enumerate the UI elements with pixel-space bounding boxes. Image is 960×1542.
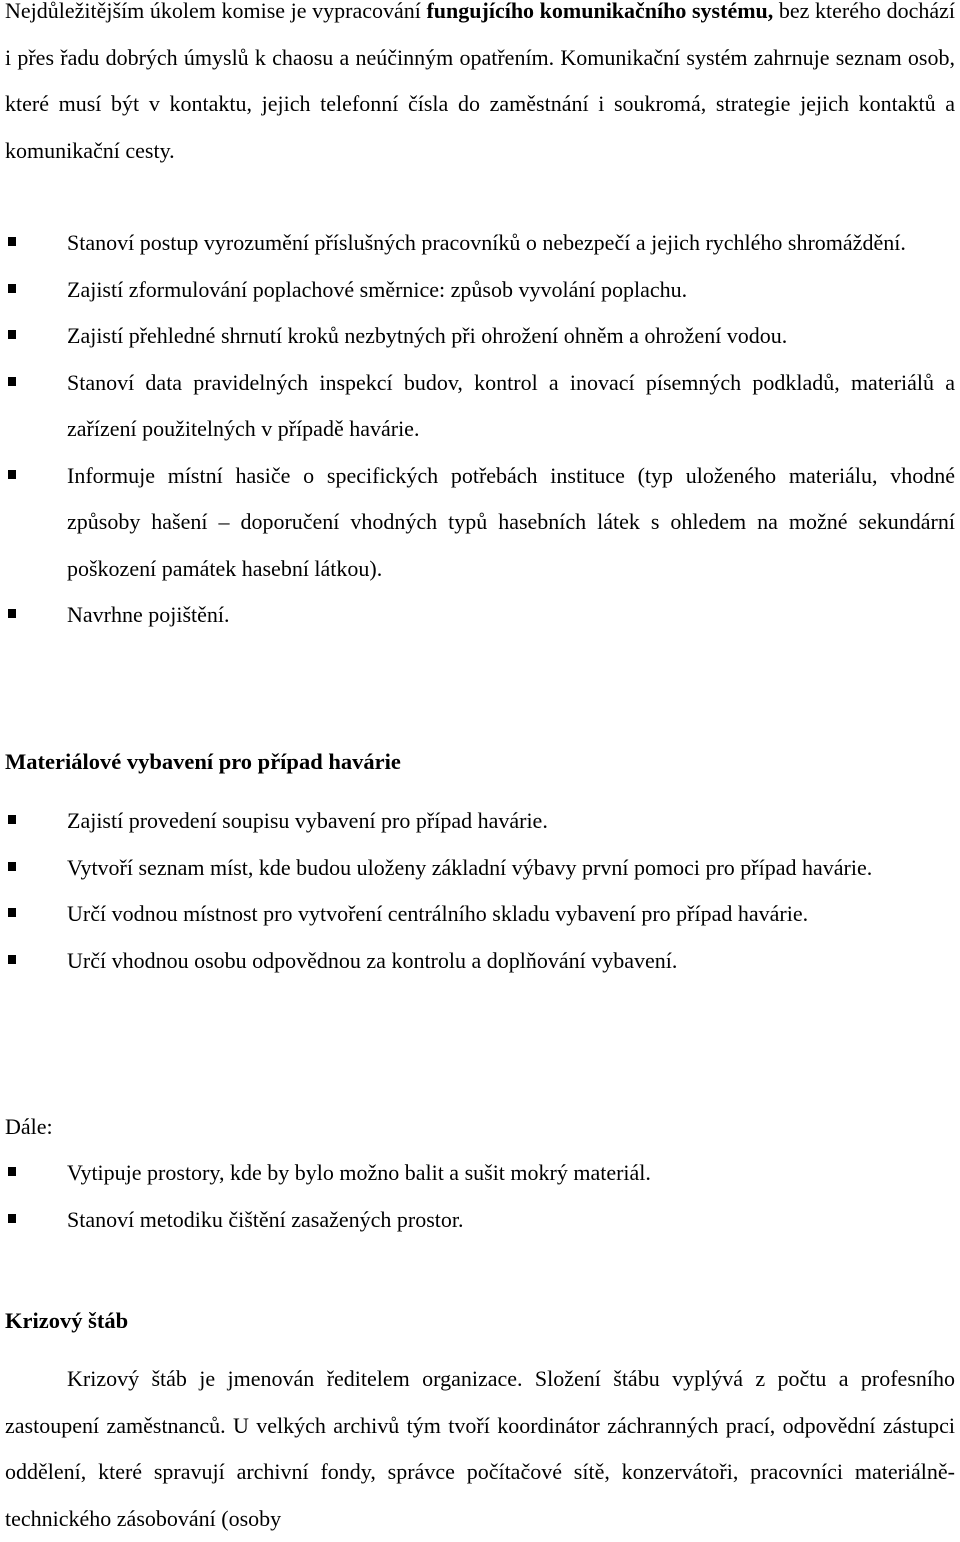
list-item: Stanoví postup vyrozumění příslušných pracovníků o nebezpečí a jejich rychlého shromáždění. xyxy=(0,220,955,267)
square-bullet-icon xyxy=(8,955,16,964)
additional-task-list xyxy=(0,1150,960,1243)
square-bullet-icon xyxy=(8,862,16,871)
material-equipment-list xyxy=(0,798,960,984)
intro-bold-text: fungujícího komunikačního systému, xyxy=(426,0,774,23)
square-bullet-icon xyxy=(8,908,16,917)
section-heading-material: Materiálové vybavení pro případ havárie xyxy=(5,749,401,774)
list-item: Stanoví data pravidelných inspekcí budov, kontrol a inovací písemných podkladů, materiálů a zařízení použitelných v případě havárie. xyxy=(0,360,955,453)
list-item: Navrhne pojištění. xyxy=(0,592,955,639)
square-bullet-icon xyxy=(8,377,16,386)
list-item: Určí vhodnou osobu odpovědnou za kontrolu a doplňování vybavení. xyxy=(0,938,955,985)
square-bullet-icon xyxy=(8,330,16,339)
square-bullet-icon xyxy=(8,1214,16,1223)
list-item: Stanoví metodiku čištění zasažených prostor. xyxy=(0,1197,955,1244)
list-item: Vytvoří seznam míst, kde budou uloženy základní výbavy první pomoci pro případ havárie. xyxy=(0,845,955,892)
list-item: Zajistí přehledné shrnutí kroků nezbytných při ohrožení ohněm a ohrožení vodou. xyxy=(0,313,955,360)
square-bullet-icon xyxy=(8,1167,16,1176)
intro-paragraph xyxy=(5,0,955,174)
list-item: Určí vodnou místnost pro vytvoření centrálního skladu vybavení pro případ havárie. xyxy=(0,891,955,938)
square-bullet-icon xyxy=(8,284,16,293)
krizovy-stab-paragraph: Krizový štáb je jmenován ředitelem organizace. Složení štábu vyplývá z počtu a profesního zastoupení zaměstnanců. U velkých archivů tým tvoří koordinátor záchranných prací, odpovědní zástupci oddělení, které spravují archivní fondy, správce počítačové sítě, konzervátoři, pracovníci materiálně-technického zásobování (osoby xyxy=(5,1366,955,1531)
list-item: Vytipuje prostory, kde by bylo možno balit a sušit mokrý materiál. xyxy=(0,1150,955,1197)
section-heading-krizovy-stab: Krizový štáb xyxy=(5,1308,129,1333)
square-bullet-icon xyxy=(8,237,16,246)
list-item: Zajistí zformulování poplachové směrnice: způsob vyvolání poplachu. xyxy=(0,267,955,314)
commission-task-list xyxy=(0,220,960,639)
dale-label: Dále: xyxy=(5,1114,53,1139)
intro-text-end: bez kterého dochází i přes řadu dobrých úmyslů k chaosu a neúčinným opatřením. Komunikační systém zahrnuje seznam osob, které musí být v kontaktu, jejich telefonní čísla do zaměstnání i soukromá, strategie jejich kontaktů a komunikační cesty. xyxy=(5,0,955,163)
list-item: Informuje místní hasiče o specifických potřebách instituce (typ uloženého materiálu, vhodné způsoby hašení – doporučení vhodných typů hasebních látek s ohledem na možné sekundární poškození památek hasební látkou). xyxy=(0,453,955,593)
square-bullet-icon xyxy=(8,609,16,618)
square-bullet-icon xyxy=(8,815,16,824)
list-item: Zajistí provedení soupisu vybavení pro případ havárie. xyxy=(0,798,955,845)
intro-text-start: Nejdůležitějším úkolem komise je vypracování xyxy=(5,0,427,23)
square-bullet-icon xyxy=(8,470,16,479)
